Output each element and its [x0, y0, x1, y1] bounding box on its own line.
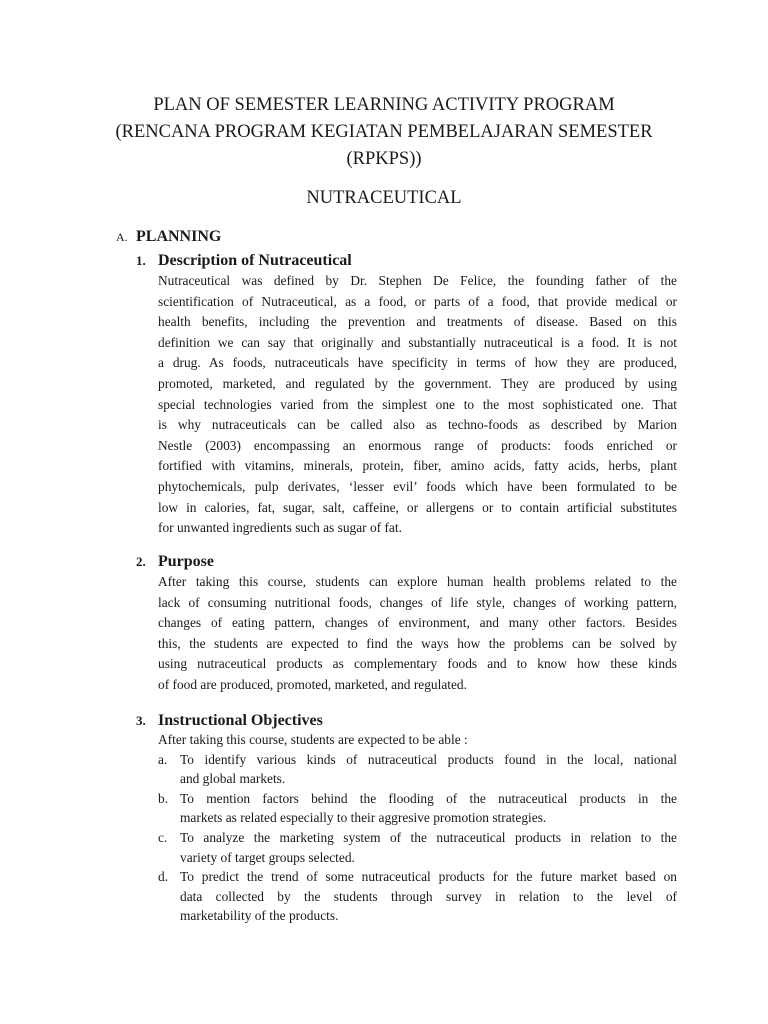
paragraph-line: scientification of Nutraceutical, as a food, or parts of a food, that provide medical or [158, 293, 677, 309]
section-a-marker: A. [116, 230, 128, 244]
title-line-2: (RENCANA PROGRAM KEGIATAN PEMBELAJARAN SEMESTER [115, 122, 653, 142]
objective-line: data collected by the students through survey in relation to the level of [180, 888, 677, 904]
paragraph-line: a drug. As foods, nutraceuticals have specificity in terms of how they are produced, [158, 355, 677, 371]
objective-text [180, 750, 677, 789]
objective-line: and global markets. [180, 771, 286, 787]
objective-letter: a. [158, 751, 168, 767]
section-a-heading [116, 228, 221, 246]
objective-line: markets as related especially to their aggresive promotion strategies. [180, 810, 547, 826]
item-heading-text: Description of Nutraceutical [158, 252, 352, 269]
item-purpose-heading [136, 551, 677, 573]
objective-line: To predict the trend of some nutraceutical products for the future market based on [180, 869, 677, 885]
item-objectives-heading [136, 710, 677, 732]
title-line-1: PLAN OF SEMESTER LEARNING ACTIVITY PROGRAM [153, 95, 615, 115]
paragraph-line: promoted, marketed, and regulated by the government. They are produced by using [158, 375, 677, 391]
item-description-paragraph [158, 271, 677, 539]
item-purpose-paragraph [158, 572, 677, 696]
document-subtitle: NUTRACEUTICAL [306, 188, 462, 208]
objective-line: To analyze the marketing system of the nutraceutical products in relation to the [180, 829, 677, 845]
objective-item-b [158, 789, 677, 828]
objectives-list [158, 730, 677, 926]
paragraph-line: for unwanted ingredients such as sugar of fat. [158, 520, 402, 536]
objective-letter: d. [158, 869, 169, 885]
objective-line: variety of target groups selected. [180, 849, 355, 865]
item-number: 3. [136, 713, 146, 728]
objective-text [180, 867, 677, 926]
paragraph-line: changes of eating pattern, changes of environment, and many other factors. Besides [158, 615, 677, 631]
section-a-label: PLANNING [136, 228, 222, 245]
objective-line: To mention factors behind the flooding of the nutraceutical products in the [180, 790, 677, 806]
paragraph-line: After taking this course, students can explore human health problems related to the [158, 574, 677, 589]
item-description [136, 250, 677, 539]
item-description-heading [136, 250, 677, 272]
paragraph-line: of food are produced, promoted, marketed, and regulated. [158, 676, 467, 692]
item-purpose [136, 551, 677, 696]
paragraph-line: phytochemicals, pulp derivates, ‘lesser evil’ foods which have been formulated to be [158, 478, 677, 494]
objective-letter: b. [158, 790, 169, 806]
objective-letter: c. [158, 829, 168, 845]
paragraph-line: special technologies varied from the simplest one to the most sophisticated one. That [158, 396, 677, 412]
objective-item-c [158, 828, 677, 867]
objective-item-a [158, 750, 677, 789]
paragraph-line: lack of consuming nutritional foods, changes of life style, changes of working pattern, [158, 594, 677, 610]
paragraph-line: Nutraceutical was defined by Dr. Stephen De Felice, the founding father of the [158, 273, 677, 288]
paragraph-line: health benefits, including the prevention and treatments of disease. Based on this [158, 314, 677, 330]
objective-line: To identify various kinds of nutraceutical products found in the local, national [180, 751, 677, 767]
document-title [60, 92, 708, 173]
paragraph-line: is why nutraceuticals can be called also as techno-foods as described by Marion [158, 417, 677, 433]
item-number: 2. [136, 554, 146, 569]
objective-line: marketability of the products. [180, 908, 339, 924]
item-heading-text: Instructional Objectives [158, 712, 323, 729]
objective-item-d [158, 867, 677, 926]
paragraph-line: using nutraceutical products as complementary foods and to know how these kinds [158, 656, 677, 672]
paragraph-line: this, the students are expected to find the ways how the problems can be solved by [158, 635, 677, 651]
paragraph-line: low in calories, fat, sugar, salt, caffeine, or allergens or to contain artificial substitutes [158, 499, 677, 515]
item-objectives [136, 710, 677, 926]
objective-text [180, 789, 677, 828]
objectives-intro: After taking this course, students are expected to be able : [158, 732, 468, 747]
title-line-3: (RPKPS)) [346, 149, 422, 169]
paragraph-line: Nestle (2003) encompassing an enormous range of products: foods enriched or [158, 437, 677, 453]
objective-text [180, 828, 677, 867]
item-number: 1. [136, 253, 146, 268]
item-heading-text: Purpose [158, 553, 214, 570]
paragraph-line: definition we can say that originally and substantially nutraceutical is a food. It is not [158, 334, 677, 350]
paragraph-line: fortified with vitamins, minerals, protein, fiber, amino acids, fatty acids, herbs, plant [158, 458, 677, 474]
